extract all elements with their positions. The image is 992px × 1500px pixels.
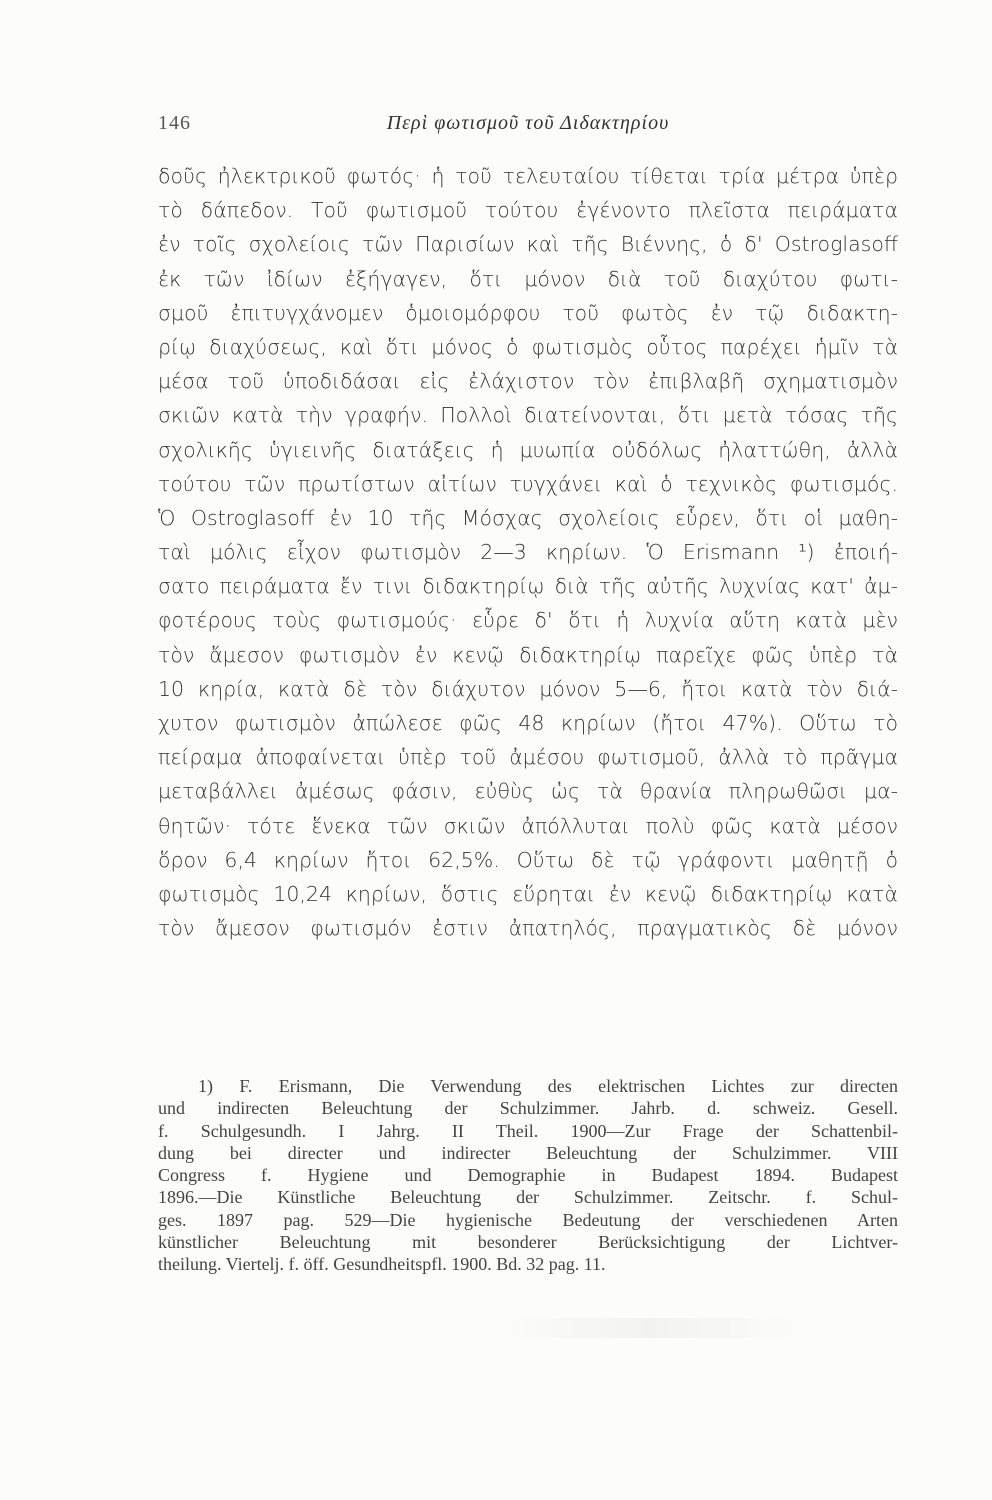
text-line: 10 κηρία, κατὰ δὲ τὸν διάχυτον μόνον 5—6, ἤτοι κατὰ τὸν διά- bbox=[158, 676, 898, 701]
text-line: ἐν τοῖς σχολείοις τῶν Παρισίων καὶ τῆς Βιέννης, ὁ δ' Ostroglasoff bbox=[158, 232, 898, 257]
text-line: τούτου τῶν πρωτίστων αἰτίων τυγχάνει καὶ ὁ τεχνικὸς φωτισμός. bbox=[158, 471, 898, 496]
text-line: χυτον φωτισμὸν ἀπώλεσε φῶς 48 κηρίων (ἤτοι 47%). Οὕτω τὸ bbox=[158, 711, 898, 735]
page-number: 146 bbox=[158, 112, 191, 134]
running-title: Περὶ φωτισμοῦ τοῦ Διδακτηρίου bbox=[386, 112, 670, 134]
text-line: θητῶν· τότε ἕνεκα τῶν σκιῶν ἀπόλλυται πολὺ φῶς κατὰ μέσον bbox=[158, 813, 898, 838]
text-line: τὸ δάπεδον. Τοῦ φωτισμοῦ τούτου ἐγένοντο πλεῖστα πειράματα bbox=[158, 198, 898, 223]
text-line: Ὁ Ostroglasoff ἐν 10 τῆς Μόσχας σχολείοις εὗρεν, ὅτι οἱ μαθη- bbox=[158, 505, 898, 530]
text-line: δοῦς ἠλεκτρικοῦ φωτός· ἡ τοῦ τελευταίου τίθεται τρία μέτρα ὑπὲρ bbox=[158, 164, 898, 188]
text-line: μέσα τοῦ ὑποδιδάσαι εἰς ἐλάχιστον τὸν ἐπιβλαβῆ σχηματισμὸν bbox=[158, 369, 898, 394]
show-through-smudge bbox=[500, 1318, 800, 1338]
footnote-line: ges. 1897 pag. 529—Die hygienische Bedeutung der verschiedenen Arten bbox=[158, 1209, 898, 1230]
text-line: φωτισμὸς 10,24 κηρίων, ὅστις εὕρηται ἐν κενῷ διδακτηρίῳ κατὰ bbox=[158, 881, 898, 906]
text-line: σκιῶν κατὰ τὴν γραφήν. Πολλοὶ διατείνονται, ὅτι μετὰ τόσας τῆς bbox=[158, 403, 898, 428]
footnote-line: künstlicher Beleuchtung mit besonderer Berücksichtigung der Lichtver- bbox=[158, 1232, 898, 1253]
text-line: σατο πειράματα ἔν τινι διδακτηρίῳ διὰ τῆς αὐτῆς λυχνίας κατ' ἀμ- bbox=[158, 574, 898, 599]
footnote-line: Congress f. Hygiene und Demographie in Budapest 1894. Budapest bbox=[158, 1165, 898, 1186]
footnote bbox=[158, 1075, 898, 1276]
text-line: πείραμα ἀποφαίνεται ὑπὲρ τοῦ ἀμέσου φωτισμοῦ, ἀλλὰ τὸ πρᾶγμα bbox=[158, 745, 898, 770]
page-header bbox=[158, 112, 898, 142]
text-line: σμοῦ ἐπιτυγχάνομεν ὁμοιομόρφου τοῦ φωτὸς ἐν τῷ διδακτη- bbox=[158, 300, 898, 325]
footnote-line: und indirecten Beleuchtung der Schulzimmer. Jahrb. d. schweiz. Gesell. bbox=[158, 1098, 898, 1119]
text-line: τὸν ἄμεσον φωτισμόν ἐστιν ἀπατηλός, πραγματικὸς δὲ μόνον bbox=[158, 916, 898, 941]
footnote-line: theilung. Viertelj. f. öff. Gesundheitspfl. 1900. Bd. 32 pag. 11. bbox=[158, 1254, 606, 1275]
text-line: σχολικῆς ὑγιεινῆς διατάξεις ἡ μυωπία οὐδόλως ἠλαττώθη, ἀλλὰ bbox=[158, 437, 898, 462]
text-line: φοτέρους τοὺς φωτισμούς· εὗρε δ' ὅτι ἡ λυχνία αὕτη κατὰ μὲν bbox=[158, 608, 898, 633]
text-line: ταὶ μόλις εἶχον φωτισμὸν 2—3 κηρίων. Ὁ Erismann ¹) ἐποιή- bbox=[158, 540, 898, 565]
text-line: ὅρον 6,4 κηρίων ἤτοι 62,5%. Οὕτω δὲ τῷ γράφοντι μαθητῇ ὁ bbox=[158, 847, 898, 872]
footnote-line: f. Schulgesundh. I Jahrg. II Theil. 1900—Zur Frage der Schattenbil- bbox=[158, 1120, 898, 1141]
footnote-line: 1896.—Die Künstliche Beleuchtung der Schulzimmer. Zeitschr. f. Schul- bbox=[158, 1187, 898, 1208]
main-text-block bbox=[158, 159, 898, 945]
footnote-line: 1) F. Erismann, Die Verwendung des elektrischen Lichtes zur directen bbox=[198, 1076, 898, 1096]
footnote-line: dung bei directer und indirecter Beleuchtung der Schulzimmer. VIII bbox=[158, 1142, 898, 1163]
text-line: ρίῳ διαχύσεως, καὶ ὅτι μόνος ὁ φωτισμὸς οὗτος παρέχει ἡμῖν τὰ bbox=[158, 334, 898, 359]
text-line: ἐκ τῶν ἰδίων ἐξήγαγεν, ὅτι μόνον διὰ τοῦ διαχύτου φωτι- bbox=[158, 266, 898, 291]
text-line: τὸν ἄμεσον φωτισμὸν ἐν κενῷ διδακτηρίῳ παρεῖχε φῶς ὑπὲρ τὰ bbox=[158, 642, 898, 667]
text-line: μεταβάλλει ἀμέσως φάσιν, εὐθὺς ὡς τὰ θρανία πληρωθῶσι μα- bbox=[158, 779, 898, 804]
